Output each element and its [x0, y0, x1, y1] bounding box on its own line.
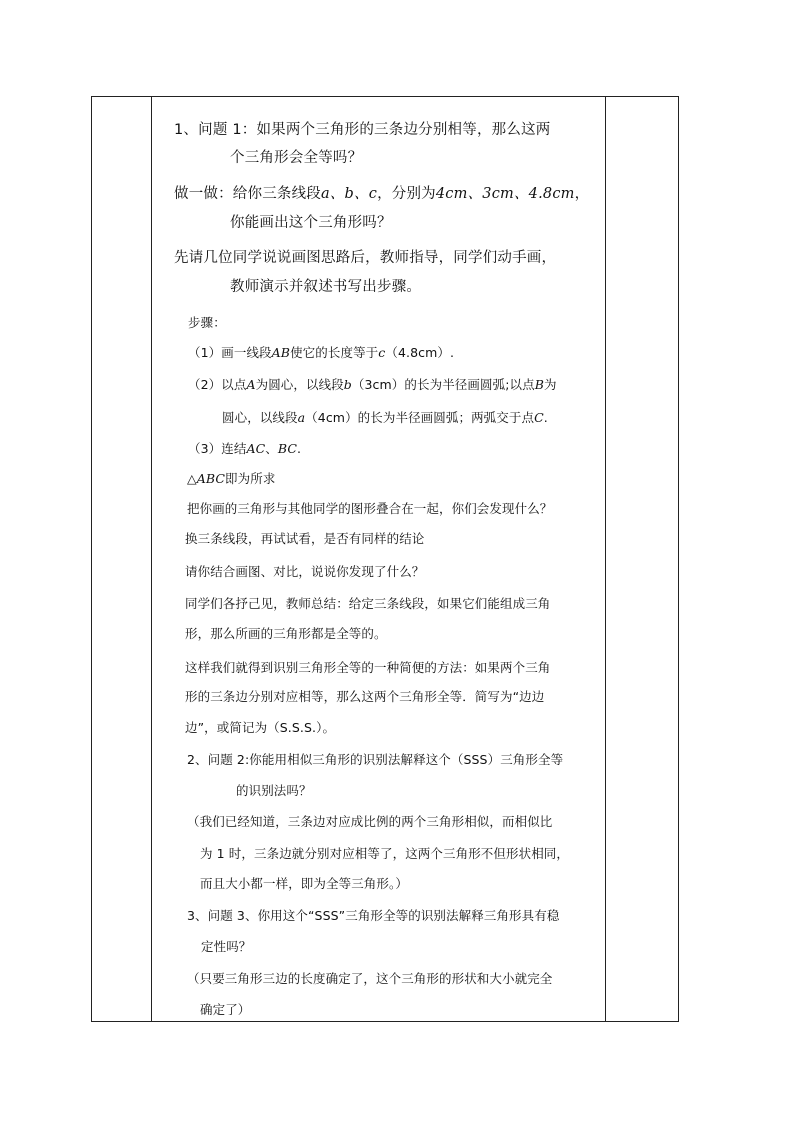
question-3-line-2: 定性吗？ — [201, 939, 252, 954]
step-2-mid-1: 为圆心，以线段 — [255, 377, 344, 392]
point-c: C — [534, 410, 544, 425]
question-1-line-2: 个三角形会全等吗？ — [230, 150, 363, 166]
point-a: A — [246, 377, 256, 392]
question-2-line-2: 的识别法吗？ — [236, 783, 312, 798]
answer-2-line-2: 为 1 时，三条边就分别对应相等了，这两个三角形不但形状相同， — [200, 846, 570, 861]
instruction-line-1: 先请几位同学说说画图思路后，教师指导，同学们动手画， — [174, 250, 557, 266]
method-line-2: 形的三条边分别对应相等，那么这两个三角形全等．简写为“边边 — [185, 689, 545, 704]
step-2b-end: . — [543, 410, 548, 425]
instruction-line-2: 教师演示并叙述书写出步骤。 — [230, 279, 422, 295]
try-it-mid: ，分别为 — [377, 186, 436, 202]
segment-lengths: 4cm、3cm、4.8cm — [435, 186, 575, 202]
segment-ac: AC — [246, 441, 266, 456]
segment-ab: AB — [271, 345, 291, 360]
segment-bc: BC — [277, 441, 298, 456]
step-2b-prefix: 圆心，以线段 — [222, 410, 298, 425]
step-1-mid: 使它的长度等于 — [290, 345, 379, 360]
result-line — [187, 469, 275, 487]
combine-question: 请你结合画图、对比，说说你发现了什么？ — [185, 564, 425, 579]
answer-2-line-3: 而且大小都一样，即为全等三角形。） — [200, 876, 408, 891]
segment-b: b — [343, 377, 352, 392]
triangle-symbol: △ — [187, 471, 197, 486]
overlay-question: 把你画的三角形与其他同学的图形叠合在一起，你们会发现什么？ — [187, 501, 553, 516]
change-segments: 换三条线段，再试试看，是否有同样的结论 — [185, 531, 425, 546]
table-column-divider-right — [605, 97, 606, 1021]
steps-title: 步骤： — [188, 315, 226, 330]
answer-3-line-1: （只要三角形三边的长度确定了，这个三角形的形状和大小就完全 — [187, 971, 553, 986]
answer-2-line-1: （我们已经知道，三条边对应成比例的两个三角形相似，而相似比 — [187, 814, 553, 829]
segment-names: a、b、c — [321, 186, 378, 202]
method-line-1: 这样我们就得到识别三角形全等的一种简便的方法：如果两个三角 — [185, 660, 551, 675]
step-3-end: . — [297, 441, 302, 456]
step-2-end: 为 — [544, 377, 557, 392]
step-3-sep: 、 — [265, 441, 278, 456]
opinions-line-1: 同学们各抒己见，教师总结：给定三条线段，如果它们能组成三角 — [185, 596, 551, 611]
answer-3-line-2: 确定了） — [200, 1002, 251, 1017]
step-2-mid-2: （3cm）的长为半径画圆弧;以点 — [351, 377, 535, 392]
triangle-abc: ABC — [196, 471, 226, 486]
question-3-line-1: 3、问题 3、你用这个“SSS”三角形全等的识别法解释三角形具有稳 — [187, 908, 560, 923]
lesson-content — [150, 96, 604, 1022]
opinions-line-2: 形，那么所画的三角形都是全等的。 — [185, 626, 387, 641]
step-2-line-2 — [222, 408, 548, 426]
result-text: 即为所求 — [225, 471, 276, 486]
method-line-3: 边”，或简记为（S.S.S.）。 — [185, 720, 336, 735]
question-1-line-1: 1、问题 1：如果两个三角形的三条边分别相等，那么这两 — [174, 122, 551, 138]
step-3-prefix: （3）连结 — [188, 441, 247, 456]
try-it-end: ， — [574, 186, 590, 202]
step-1-prefix: （1）画一线段 — [188, 345, 272, 360]
try-it-line-2: 你能画出这个三角形吗？ — [230, 215, 392, 231]
try-it-prefix: 做一做：给你三条线段 — [174, 186, 321, 202]
step-2-line-1 — [188, 375, 557, 393]
segment-a: a — [297, 410, 306, 425]
point-b: B — [534, 377, 545, 392]
step-2-prefix: （2）以点 — [188, 377, 247, 392]
step-2b-mid: （4cm）的长为半径画圆弧；两弧交于点 — [305, 410, 535, 425]
try-it-line-1 — [174, 182, 589, 203]
step-1-end: （4.8cm）. — [385, 345, 455, 360]
question-2-line-1: 2、问题 2:你能用相似三角形的识别法解释这个（SSS）三角形全等 — [187, 752, 564, 767]
step-3 — [188, 439, 301, 457]
segment-c: c — [378, 345, 386, 360]
step-1 — [188, 343, 454, 361]
